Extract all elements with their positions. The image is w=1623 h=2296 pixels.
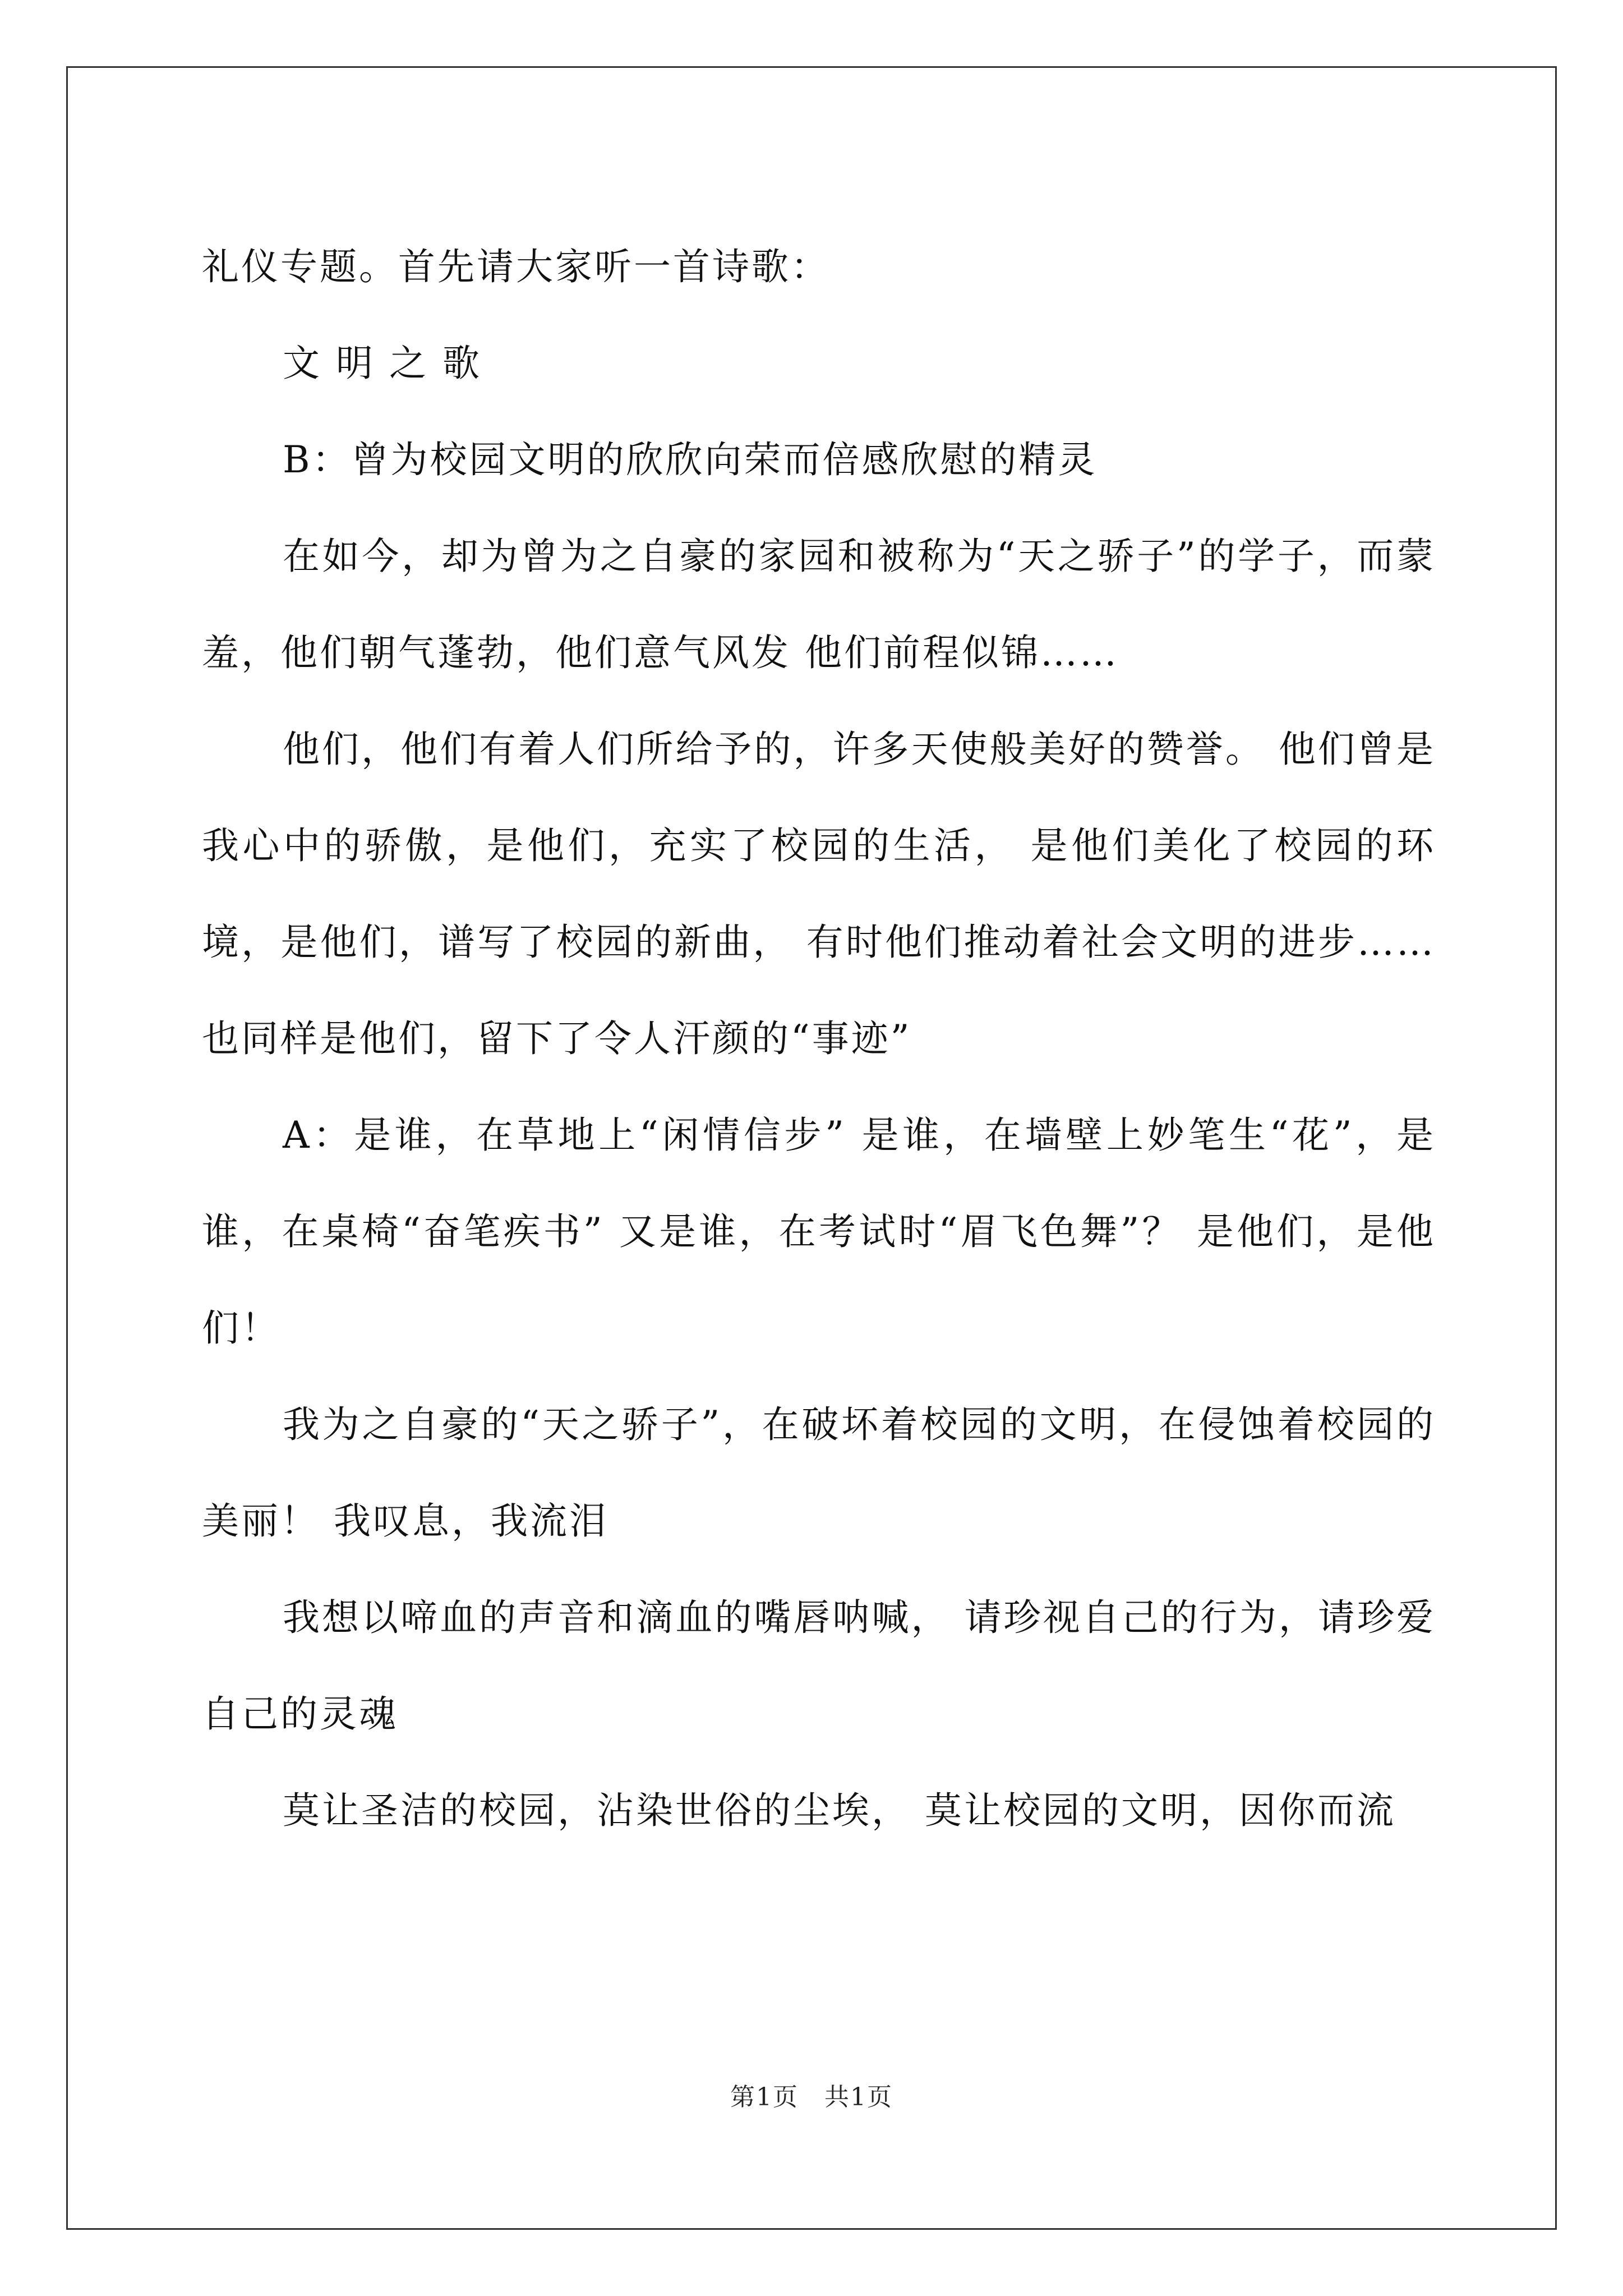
paragraph-3: B：曾为校园文明的欣欣向荣而倍感欣慰的精灵 (283, 438, 1098, 481)
paragraph-4: 在如今，却为曾为之自豪的家园和被称为“天之骄子”的学子，而蒙羞，他们朝气蓬勃，他们意气风发 他们前程似锦…… (202, 535, 1436, 674)
page-footer: 第1页 共1页 (730, 2083, 893, 2111)
document-body (202, 219, 1436, 1859)
paragraph-6: A：是谁，在草地上“闲情信步” 是谁，在墙壁上妙笔生“花”，是谁，在桌椅“奋笔疾书” 又是谁，在考试时“眉飞色舞”？ 是他们，是他们！ (202, 1114, 1436, 1350)
paragraph-7: 我为之自豪的“天之骄子”，在破坏着校园的文明，在侵蚀着校园的美丽！ 我叹息，我流泪 (202, 1403, 1436, 1543)
paragraph-1: 礼仪专题。首先请大家听一首诗歌： (202, 245, 830, 288)
paragraph-9: 莫让圣洁的校园，沾染世俗的尘埃， 莫让校园的文明，因你而流 (283, 1789, 1396, 1832)
paragraph-5: 他们，他们有着人们所给予的，许多天使般美好的赞誉。 他们曾是我心中的骄傲，是他们，充实了校园的生活， 是他们美化了校园的环境，是他们，谱写了校园的新曲， 有时他们推动着社会文明的进步…… 也同样是他们，留下了令人汗颜的“事迹” (202, 728, 1436, 1060)
paragraph-8: 我想以啼血的声音和滴血的嘴唇呐喊， 请珍视自己的行为，请珍爱自己的灵魂 (202, 1596, 1436, 1736)
poem-title: 文 明 之 歌 (283, 342, 482, 385)
